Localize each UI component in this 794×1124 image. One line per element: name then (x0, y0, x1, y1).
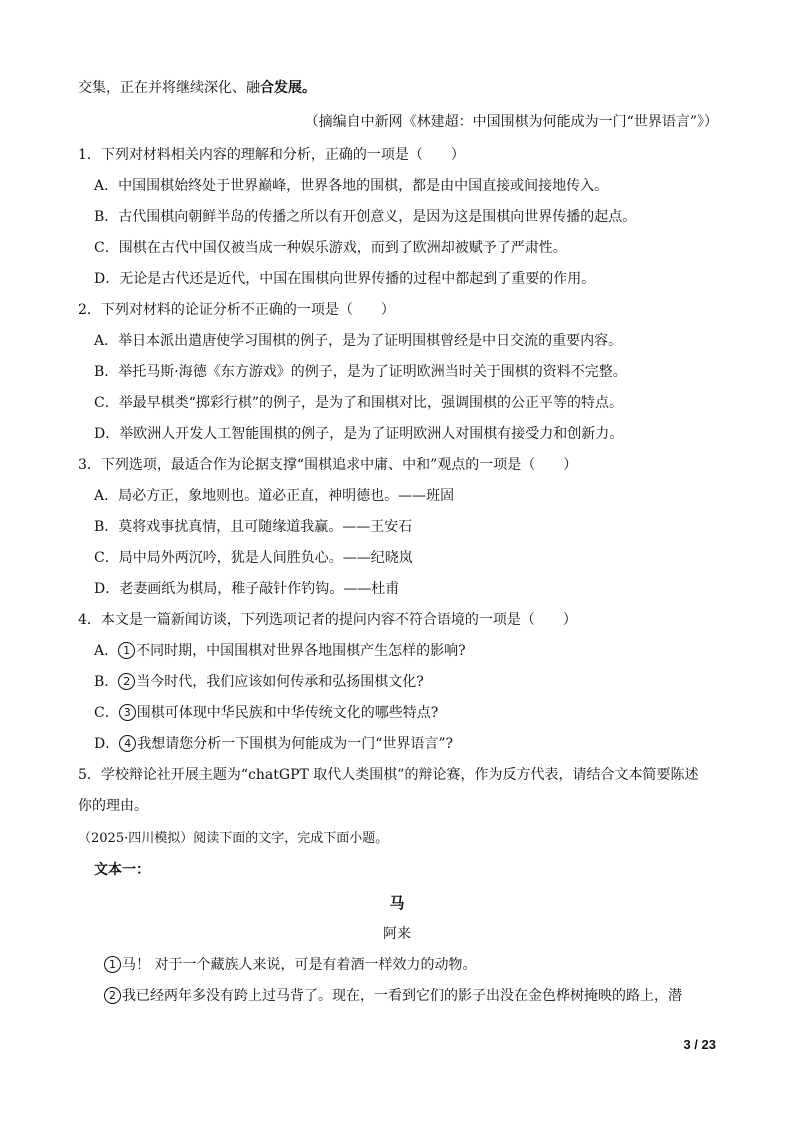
circled-number: 1 (118, 642, 135, 659)
question-2-option-d (94, 424, 623, 444)
option-label: A． (94, 178, 119, 194)
question-1-option-c (94, 238, 567, 258)
continuation-text: 交集，正在并将继续深化、融合发展。 (78, 80, 316, 96)
option-label: D． (94, 271, 120, 287)
option-text: 莫将戏事扰真情，且可随缘道我赢。——王安石 (118, 519, 413, 535)
source-citation: （摘编自中新网《林建超：中国围棋为何能成为一门“世界语言”》） (304, 114, 718, 130)
circled-number: 3 (119, 704, 136, 721)
circled-number: 1 (104, 956, 121, 973)
option-label: A． (94, 488, 119, 504)
option-text: 中国围棋始终处于世界巅峰，世界各地的围棋，都是由中国直接或间接地传入。 (118, 178, 609, 194)
option-text: 我想请您分析一下围棋为何能成为一门“世界语言”? (137, 736, 454, 752)
option-label: A． (94, 643, 119, 659)
option-label: B． (94, 519, 119, 535)
circled-number: 2 (104, 987, 121, 1004)
question-3-option-d (94, 579, 399, 599)
question-2-option-b (94, 362, 627, 382)
question-4-option-c (94, 703, 438, 723)
option-text: 无论是古代还是近代，中国在围棋向世界传播的过程中都起到了重要的作用。 (119, 271, 596, 287)
option-label: C． (94, 705, 119, 721)
option-label: D． (94, 581, 120, 597)
option-text: 局必方正，象地则也。道必正直，神明德也。——班固 (118, 488, 455, 504)
question-3-option-b (94, 517, 412, 537)
option-label: B． (94, 209, 119, 225)
option-label: C． (94, 395, 119, 411)
page-number: 3 / 23 (683, 1037, 716, 1052)
paragraph-continuation (78, 78, 316, 98)
option-text: 当今时代，我们应该如何传承和弘扬围棋文化? (136, 674, 424, 690)
question-1-option-b (94, 207, 636, 227)
article-title: 马 (389, 894, 405, 912)
article-paragraph-2 (104, 986, 682, 1006)
option-text: 举托马斯·海德《东方游戏》的例子，是为了证明欧洲当时关于围棋的资料不完整。 (118, 364, 627, 380)
option-text: 不同时期，中国围棋对世界各地围棋产生怎样的影响? (136, 643, 466, 659)
text-label: 文本一： (94, 862, 150, 878)
article-paragraph-1 (104, 955, 476, 975)
question-3-option-c (94, 548, 413, 568)
option-text: 局中局外两沉吟，犹是人间胜负心。——纪晓岚 (118, 550, 413, 566)
article-author: 阿来 (383, 926, 411, 942)
option-text: 举日本派出遣唐使学习围棋的例子，是为了证明围棋曾经是中日交流的重要内容。 (118, 333, 623, 349)
option-label: D． (94, 736, 120, 752)
question-3-option-a (94, 486, 454, 506)
option-text: 举最早棋类“掷彩行棋”的例子，是为了和围棋对比，强调围棋的公正平等的特点。 (118, 395, 624, 411)
question-2-option-c (94, 393, 623, 413)
option-text: 老妻画纸为棋局，稚子敲针作钓钩。——杜甫 (119, 581, 400, 597)
question-5-stem-line1: 5．学校辩论社开展主题为“chatGPT 取代人类围棋”的辩论赛，作为反方代表，请结合文本简要陈述 (78, 767, 699, 783)
question-1-stem: 1．下列对材料相关内容的理解和分析，正确的一项是（ ） (78, 147, 465, 163)
option-label: A． (94, 333, 119, 349)
option-label: C． (94, 240, 119, 256)
option-text: 围棋在古代中国仅被当成一种娱乐游戏，而到了欧洲却被赋予了严肃性。 (118, 240, 567, 256)
question-4-option-a (94, 641, 466, 661)
question-4-stem: 4．本文是一篇新闻访谈，下列选项记者的提问内容不符合语境的一项是（ ） (78, 612, 577, 628)
question-4-option-b (94, 672, 424, 692)
question-2-stem: 2．下列对材料的论证分析不正确的一项是（ ） (78, 302, 395, 318)
option-label: B． (94, 364, 119, 380)
circled-number: 4 (119, 735, 136, 752)
question-1-option-d (94, 269, 595, 289)
option-text: 举欧洲人开发人工智能围棋的例子，是为了证明欧洲人对围棋有接受力和创新力。 (119, 426, 624, 442)
question-1-option-a (94, 176, 608, 196)
option-text: 古代围棋向朝鲜半岛的传播之所以有开创意义，是因为这是围棋向世界传播的起点。 (118, 209, 637, 225)
question-4-option-d (94, 734, 453, 754)
question-3-stem: 3．下列选项，最适合作为论据支撑“围棋追求中庸、中和”观点的一项是（ ） (78, 457, 578, 473)
option-label: D． (94, 426, 120, 442)
section-intro: （2025·四川模拟）阅读下面的文字，完成下面小题。 (78, 831, 389, 846)
option-text: 围棋可体现中华民族和中华传统文化的哪些特点? (136, 705, 439, 721)
paragraph-text: 我已经两年多没有跨上过马背了。现在，一看到它们的影子出没在金色桦树掩映的路上，潜 (122, 988, 682, 1004)
option-label: C． (94, 550, 119, 566)
option-label: B． (94, 674, 119, 690)
bold-emphasis: 合发展。 (260, 80, 316, 96)
paragraph-text: 马！ 对于一个藏族人来说，可是有着酒一样效力的动物。 (122, 957, 477, 973)
question-5-stem-line2: 你的理由。 (78, 798, 148, 814)
question-2-option-a (94, 331, 622, 351)
circled-number: 2 (118, 673, 135, 690)
